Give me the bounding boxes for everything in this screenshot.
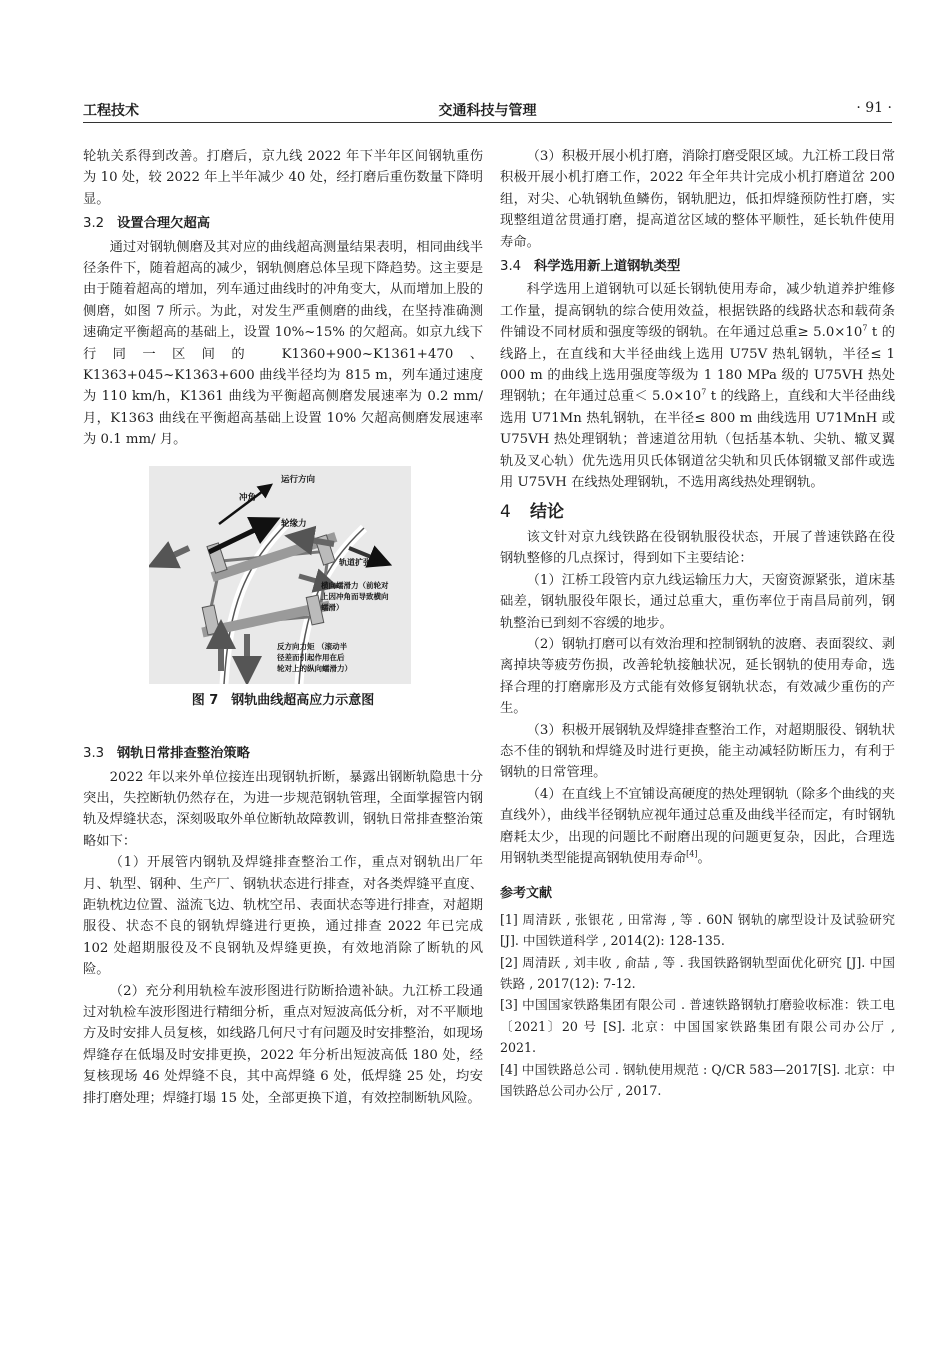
header-section: 工程技术: [83, 103, 139, 119]
conclusion-paragraph-1: （1）江桥工段管内京九线运输压力大，天窗资源紧张，道床基础差，钢轨服役年限长，通过总重大，重伤率位于南昌局前列，钢轨整治已到刻不容缓的地步。: [500, 572, 895, 631]
section-4-heading: [500, 502, 895, 523]
citation-link[interactable]: [4]: [686, 849, 698, 859]
references-heading: 参考文献: [500, 886, 553, 902]
reference-item: [3] 中国国家铁路集团有限公司 . 普速铁路钢轨打磨验收标准：铁工电〔2021〕20 号 [S]. 北京：中国国家铁路集团有限公司办公厅 , 2021.: [500, 997, 895, 1056]
reference-item: [2] 周清跃 , 刘丰收 , 俞喆 , 等 . 我国铁路钢轨型面优化研究 [J]. 中国铁路 , 2017(12): 7-12.: [500, 954, 895, 992]
right-column: [500, 146, 895, 1101]
section-title: 设置合理欠超高: [117, 216, 211, 232]
section-3-2-paragraph: 通过对钢轨侧磨及其对应的曲线超高测量结果表明，相同曲线半径条件下，随着超高的减少，钢轨侧磨总体呈现下降趋势。这主要是由于随着超高的增加，列车通过曲线时的冲角变大，从而增加上股的侧磨，如图 7 所示。为此，对发生严重侧磨的曲线，在坚持准确测速确定平衡超高的基础上，设置 10%~15% 的欠超高。如京九线下行同一区间的 K1360+900~K1361+470、K1363+045~K1363+600 曲线半径均为 815 m，列车通过速度为 110 km/h，K1361 曲线为平衡超高侧磨发展速率为 0.2 mm/ 月，K1363 曲线在平衡超高基础上设置 10% 欠超高侧磨发展速率为 0.1 mm/ 月。: [83, 239, 483, 448]
figure-7-caption: 图 7 钢轨曲线超高应力示意图: [191, 692, 375, 708]
label-spread-force: 轨道扩张力: [339, 557, 379, 567]
intro-paragraph: 轮轨关系得到改善。打磨后，京九线 2022 年下半年区间钢轨重伤为 10 处，较 2022 年上半年减少 40 处，经打磨后重伤数量下降明显。: [83, 149, 483, 207]
label-moment-1: 反方向力矩 （滚动半: [277, 641, 348, 651]
figure-7-diagram: [149, 466, 411, 684]
page-header: [83, 98, 892, 123]
label-moment-2: 径差而引起作用在后: [277, 652, 345, 662]
text-run: 科学选用上道钢轨可以延长钢轨使用寿命，减少轨道养护维修工作量，提高钢轨的综合使用效益，根据铁路的线路状态和载荷条件铺设不同材质和强度等级的钢轨。在年通过总重≥ 5.0×10: [500, 282, 895, 341]
superscript: 7: [862, 323, 868, 333]
text-run: t 的线路上，直线和大半径曲线选用 U71Mn 热轧钢轨，在半径≤ 800 m 曲线选用 U71MnH 或 U75VH 热处理钢轨；普速道岔用轨（包括基本轨、尖轨、辙叉翼轨及叉心轨）优先选用贝氏体钢道岔尖轨和贝氏体钢辙叉部件或选用 U75VH 在线热处理钢轨，不选用离线热处理钢轨。: [500, 389, 896, 491]
text-run: 。: [697, 851, 711, 866]
section-3-3-heading: [83, 743, 483, 764]
conclusion-paragraph-0: 该文针对京九线铁路在役钢轨服役状态，开展了普速铁路在役钢轨整修的几点探讨，得到如下主要结论：: [500, 529, 895, 567]
label-lateral-creep-1: 横向蠕滑力（前轮对: [321, 580, 389, 590]
label-lateral-creep-3: 蠕滑）: [321, 602, 344, 612]
section-title: 科学选用新上道钢轨类型: [534, 259, 681, 275]
section-3-3-paragraph-2: （1）开展管内钢轨及焊缝排查整治工作，重点对钢轨出厂年月、轨型、钢种、生产厂、钢轨状态进行排查，对各类焊缝平直度、距轨枕边位置、溢流飞边、轨枕空吊、表面状态等进行排查，对超期服役、状态不良的钢轨焊缝进行更换，通过排查 2022 年已完成 102 处超期服役及不良钢轨及焊缝更换，有效地消除了断轨的风险。: [83, 855, 483, 978]
section-title: 结论: [530, 501, 564, 522]
section-number: 3.3: [83, 746, 105, 762]
text-run: （4）在直线上不宜铺设高硬度的热处理钢轨（除多个曲线的夹直线外），曲线半径钢轨应视年通过总重及曲线半径而定，有时钢轨磨耗太少，出现的问题比不耐磨出现的问题更复杂，因此，合理选用钢轨类型能提高钢轨使用寿命: [500, 786, 895, 866]
label-lateral-creep-2: 上因冲角而导致横向: [321, 591, 389, 601]
label-direction: 运行方向: [281, 474, 316, 485]
conclusion-paragraph-2: （2）钢轨打磨可以有效治理和控制钢轨的波磨、表面裂纹、剥离掉块等疲劳伤损，改善轮轨接触状况，延长钢轨的使用寿命，选择合理的打磨廓形及方式能有效修复钢轨状态，有效减少重伤的产生。: [500, 636, 895, 717]
left-column: [83, 146, 483, 1109]
section-3-3-paragraph-1: 2022 年以来外单位接连出现钢轨折断，暴露出钢断轨隐患十分突出，失控断轨仍然存在，为进一步规范钢轨管理，全面掌握管内钢轨及焊缝状态，深刻吸取外单位断轨故障教训，钢轨日常排查整治策略如下：: [83, 769, 483, 849]
section-3-2-heading: [83, 213, 483, 234]
header-page-number: · 91 ·: [856, 100, 892, 116]
section-title: 钢轨日常排查整治策略: [117, 746, 250, 762]
header-journal: 交通科技与管理: [438, 103, 537, 119]
section-number: 3.2: [83, 216, 105, 232]
superscript: 7: [701, 388, 707, 398]
section-3-3-paragraph-3: （2）充分利用轨检车波形图进行防断拾遗补缺。九江桥工段通过对轨检车波形图进行精细分析，重点对短波高低分析，对不平顺地方及时安排人员复核，如线路几何尺寸有问题及时安排整治，如现场焊缝存在低塌及时安排更换，2022 年分析出短波高低 180 处，经复核现场 46 处焊缝不良，其中高焊缝 6 处，低焊缝 25 处，均安排打磨处理；焊缝打塌 15 处，全部更换下道，有效控制断轨风险。: [83, 983, 483, 1106]
reference-item: [1] 周清跃 , 张银花 , 田常海 , 等 . 60N 钢轨的廓型设计及试验研究 [J]. 中国铁道科学 , 2014(2): 128-135.: [500, 911, 895, 949]
section-3-3-paragraph-4: （3）积极开展小机打磨，消除打磨受限区域。九江桥工段日常积极开展小机打磨工作，2022 年全年共计完成小机打磨道岔 200 组，对尖、心轨钢轨鱼鳞伤，钢轨肥边，低扣焊缝预防性打磨，实现整组道岔贯通打磨，提高道岔区域的整体平顺性，延长轨件使用寿命。: [500, 149, 895, 250]
section-3-4-paragraph: [500, 279, 895, 493]
section-3-4-heading: [500, 256, 895, 277]
label-flange-force: 轮缘力: [281, 518, 307, 529]
label-attack-angle: 冲角: [239, 492, 257, 503]
text-run: t 的线路上，在直线和大半径曲线上选用 U75V 热轧钢轨，半径≤ 1 000 m 的曲线上选用强度等级为 1 180 MPa 级的 U75VH 热处理钢轨；在年通过总重＜ 5.0×10: [500, 325, 896, 405]
reference-item: [4] 中国铁路总公司 . 钢轨使用规范 : Q/CR 583—2017[S]. 北京：中国铁路总公司办公厅 , 2017.: [500, 1061, 895, 1099]
section-number: 4: [500, 501, 511, 522]
section-number: 3.4: [500, 259, 522, 275]
label-moment-3: 轮对上的纵向蠕滑力）: [277, 663, 352, 673]
conclusion-paragraph-4: [500, 784, 895, 870]
figure-7: [149, 466, 411, 684]
conclusion-paragraph-3: （3）积极开展钢轨及焊缝排查整治工作，对超期服役、钢轨状态不佳的钢轨和焊缝及时进行更换，能主动减轻防断压力，有利于钢轨的日常管理。: [500, 722, 895, 781]
